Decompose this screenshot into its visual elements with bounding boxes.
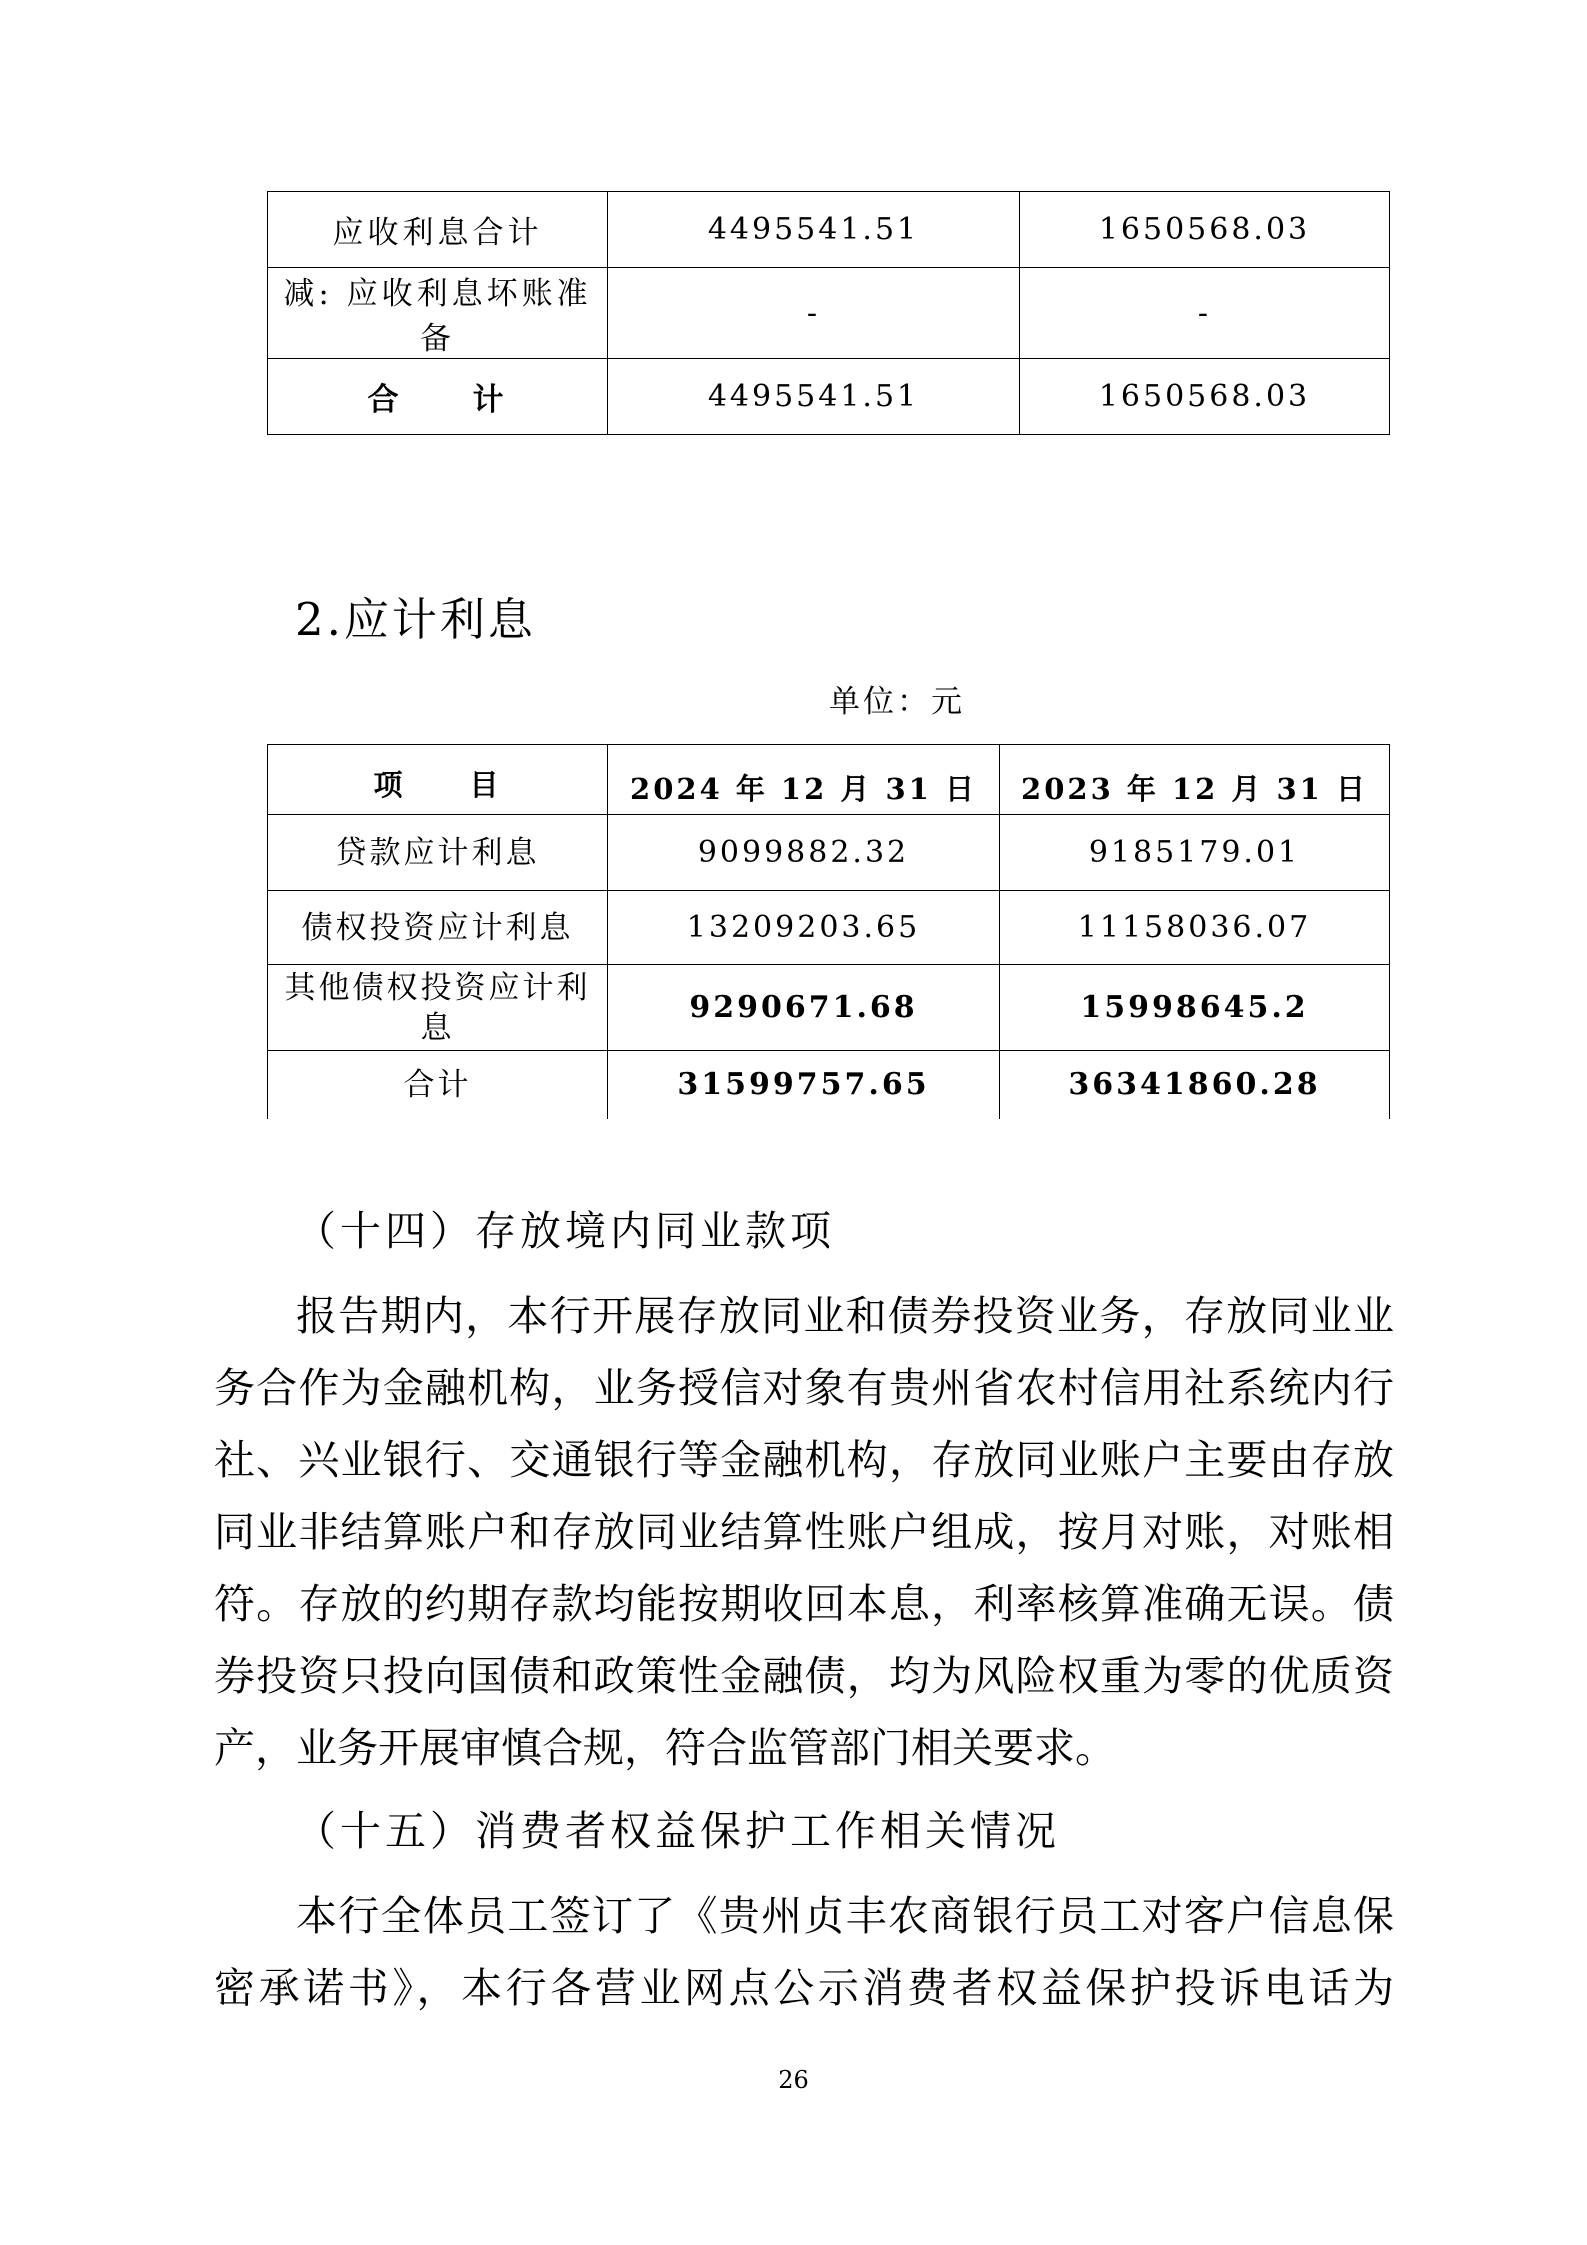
paragraph-consumer-protection (214, 1880, 1394, 2024)
paragraph-line: 密承诺书》，本行各营业网点公示消费者权益保护投诉电话为 (214, 1964, 1394, 2012)
value-2024: 31599757.65 (608, 1051, 1000, 1119)
value-2023: - (1020, 268, 1390, 359)
unit-label: 单位：元 (829, 684, 965, 720)
table-row (268, 268, 1390, 359)
table-row (268, 891, 1390, 965)
paragraph-line: 报告期内，本行开展存放同业和债券投资业务，存放同业业 (296, 1292, 1394, 1340)
paragraph-line: 同业非结算账户和存放同业结算性账户组成，按月对账，对账相 (214, 1508, 1394, 1556)
row-label: 减: 应收利息坏账准备 (268, 268, 608, 359)
paragraph-line: 社、兴业银行、交通银行等金融机构，存放同业账户主要由存放 (214, 1436, 1394, 1484)
value-2023: 15998645.2 (1000, 965, 1390, 1051)
paragraph-line: 务合作为金融机构，业务授信对象有贵州省农村信用社系统内行 (214, 1364, 1394, 1412)
row-label: 应收利息合计 (268, 192, 608, 268)
table-row-total (268, 1051, 1390, 1119)
row-label: 贷款应计利息 (268, 815, 608, 891)
value-2024: 4495541.51 (608, 192, 1020, 268)
paragraph-line: 本行全体员工签订了《贵州贞丰农商银行员工对客户信息保 (296, 1892, 1394, 1940)
paragraph-line: 券投资只投向国债和政策性金融债，均为风险权重为零的优质资 (214, 1652, 1394, 1700)
value-2023: 36341860.28 (1000, 1051, 1390, 1119)
section-heading-accrued-interest: 2.应计利息 (295, 593, 536, 646)
value-2024: 13209203.65 (608, 891, 1000, 965)
section-heading-interbank-deposits: （十四）存放境内同业款项 (295, 1207, 835, 1255)
table-row (268, 815, 1390, 891)
row-label (268, 965, 608, 1051)
header-2023: 2023 年 12 月 31 日 (1000, 745, 1390, 815)
value-2023: 11158036.07 (1000, 891, 1390, 965)
row-label-line: 息 (420, 1009, 455, 1046)
table-header-row (268, 745, 1390, 815)
page-number: 26 (778, 2066, 809, 2094)
value-2024: 9099882.32 (608, 815, 1000, 891)
paragraph-interbank-deposits (214, 1280, 1394, 1784)
value-2024: 9290671.68 (608, 965, 1000, 1051)
value-2024: - (608, 268, 1020, 359)
row-label: 债权投资应计利息 (268, 891, 608, 965)
value-2024: 4495541.51 (608, 359, 1020, 435)
paragraph-line: 符。存放的约期存款均能按期收回本息，利率核算准确无误。债 (214, 1580, 1394, 1628)
table-row (268, 965, 1390, 1051)
accrued-interest-table (267, 744, 1390, 1119)
section-heading-consumer-protection: （十五）消费者权益保护工作相关情况 (295, 1807, 1060, 1855)
row-label-line: 其他债权投资应计利 (284, 969, 591, 1006)
row-label: 合计 (268, 1051, 608, 1119)
table-row-total (268, 359, 1390, 435)
value-2023: 1650568.03 (1020, 192, 1390, 268)
table-row (268, 192, 1390, 268)
value-2023: 9185179.01 (1000, 815, 1390, 891)
row-label: 合 计 (268, 359, 608, 435)
receivable-interest-table (267, 191, 1390, 435)
value-2023: 1650568.03 (1020, 359, 1390, 435)
header-item: 项 目 (268, 745, 608, 815)
header-2024: 2024 年 12 月 31 日 (608, 745, 1000, 815)
paragraph-line: 产，业务开展审慎合规，符合监管部门相关要求。 (214, 1724, 1116, 1772)
